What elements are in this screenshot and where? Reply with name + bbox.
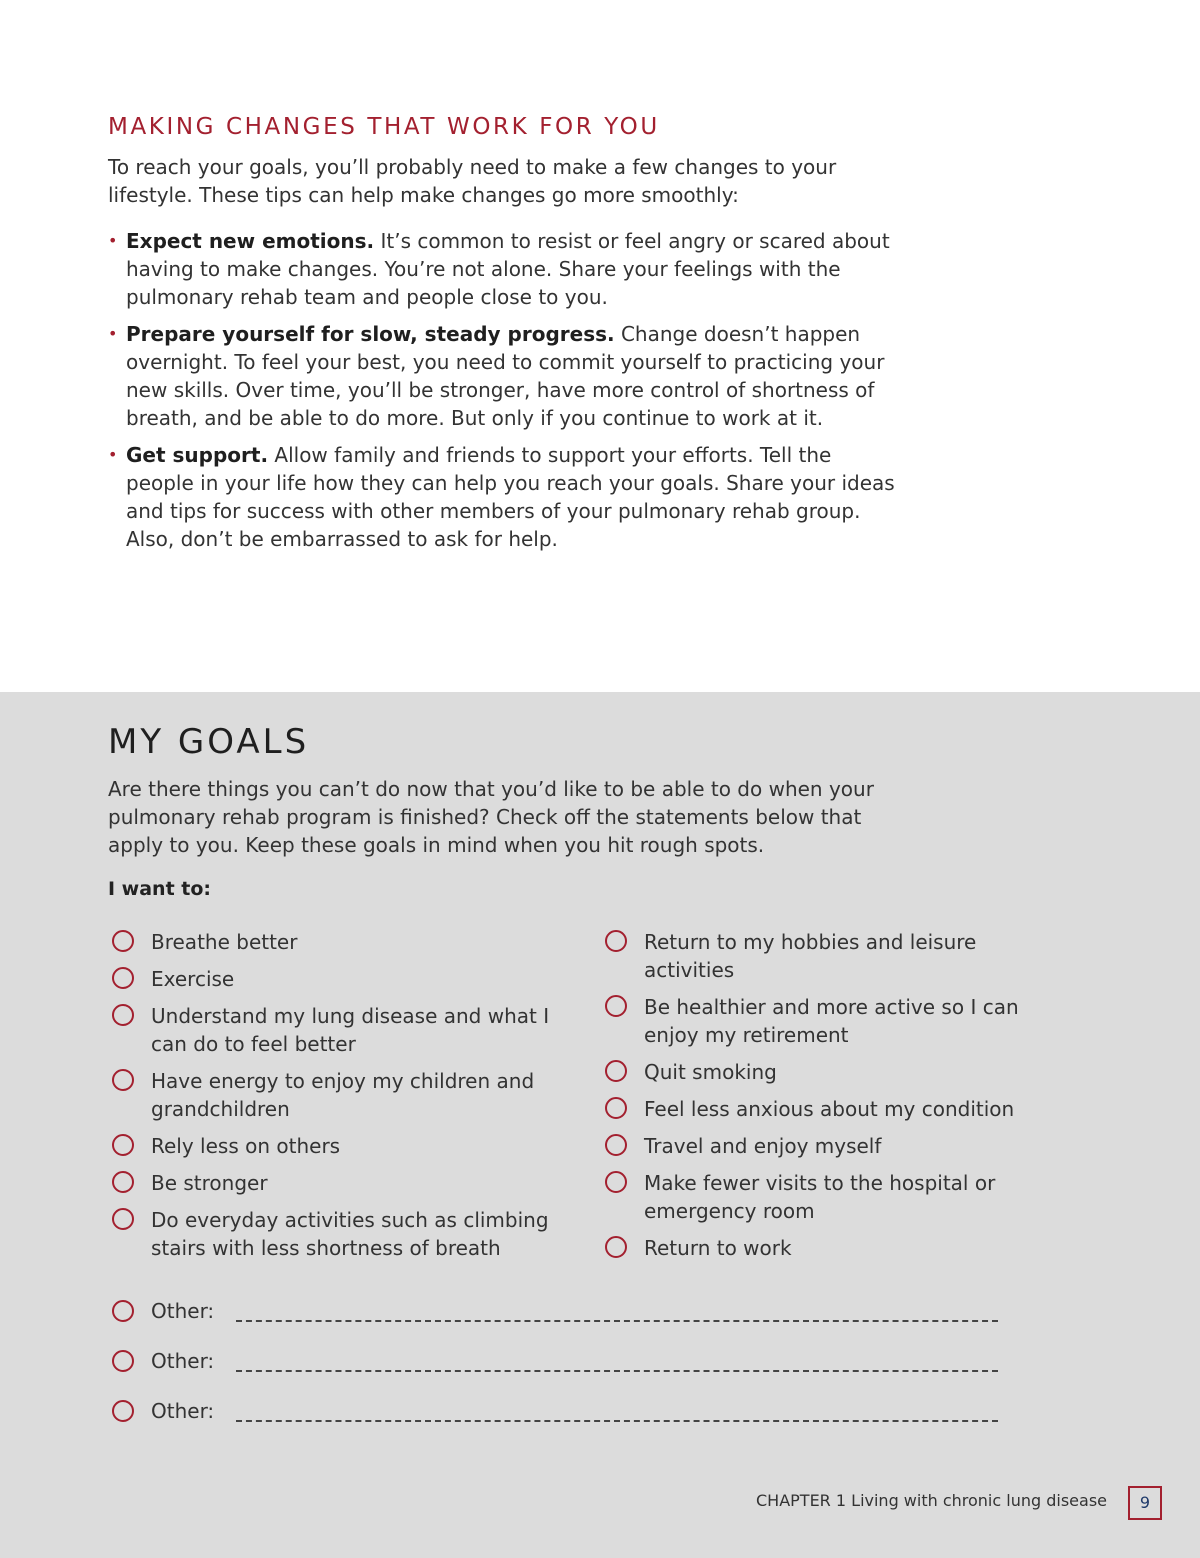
checkbox-circle[interactable] [605, 930, 627, 952]
tip-text: It’s common to resist or feel angry or scared about having to make changes. You’re not alone. Share your feelings with the pulmonary rehab team and people close to you. [126, 229, 890, 309]
section-heading: MAKING CHANGES THAT WORK FOR YOU [108, 114, 660, 140]
tips-list [108, 227, 898, 562]
goal-item [112, 928, 582, 956]
checkbox-circle[interactable] [112, 1134, 134, 1156]
checkbox-circle[interactable] [112, 967, 134, 989]
tip-text: Allow family and friends to support your efforts. Tell the people in your life how they can help you reach your goals. Share your ideas and tips for success with other members of your pulmonary rehab group. Also, don’t be embarrassed to ask for help. [126, 443, 895, 551]
goal-item [112, 1067, 582, 1123]
goal-label: Make fewer visits to the hospital or emergency room [644, 1171, 996, 1223]
checkbox-circle[interactable] [605, 995, 627, 1017]
tip-lead: Expect new emotions. [126, 229, 375, 253]
tip-item [108, 227, 898, 311]
tip-lead: Get support. [126, 443, 269, 467]
goals-panel [0, 692, 1200, 1558]
goal-label: Have energy to enjoy my children and grandchildren [151, 1069, 535, 1121]
goal-item [605, 1058, 1045, 1086]
goal-label: Return to my hobbies and leisure activities [644, 930, 977, 982]
checkbox-circle[interactable] [112, 1208, 134, 1230]
goal-label: Be healthier and more active so I can enjoy my retirement [644, 995, 1019, 1047]
other-write-line[interactable] [236, 1320, 998, 1322]
tip-lead: Prepare yourself for slow, steady progress. [126, 322, 615, 346]
page-number: 9 [1128, 1486, 1162, 1520]
goal-label: Rely less on others [151, 1134, 341, 1158]
checkbox-circle[interactable] [605, 1134, 627, 1156]
checkbox-circle[interactable] [605, 1060, 627, 1082]
goal-label: Quit smoking [644, 1060, 777, 1084]
goals-left-column [112, 928, 582, 1271]
goal-item [112, 1206, 582, 1262]
tip-text: Change doesn’t happen overnight. To feel your best, you need to commit yourself to practicing your new skills. Over time, you’ll be stronger, have more control of shortness of breath, and be able to do more. But only if you continue to work at it. [126, 322, 885, 430]
goal-item [112, 1169, 582, 1197]
checkbox-circle[interactable] [112, 1300, 134, 1322]
tips-section [0, 0, 1200, 692]
bullet-icon: • [108, 324, 118, 343]
goal-label: Do everyday activities such as climbing stairs with less shortness of breath [151, 1208, 549, 1260]
checkbox-circle[interactable] [112, 1171, 134, 1193]
other-label: Other: [151, 1349, 215, 1373]
chapter-footer: CHAPTER 1 Living with chronic lung disease [756, 1491, 1107, 1510]
tip-item [108, 441, 898, 553]
goals-title: MY GOALS [108, 722, 310, 762]
goal-item [112, 965, 582, 993]
goal-item [605, 1132, 1045, 1160]
goal-item [605, 1234, 1045, 1262]
goal-label: Return to work [644, 1236, 792, 1260]
goal-item [112, 1132, 582, 1160]
tips-intro: To reach your goals, you’ll probably need to make a few changes to your lifestyle. These tips can help make changes go more smoothly: [108, 155, 837, 207]
checkbox-circle[interactable] [112, 930, 134, 952]
goal-item [112, 1002, 582, 1058]
checkbox-circle[interactable] [112, 1069, 134, 1091]
goal-item [605, 928, 1045, 984]
bullet-icon: • [108, 231, 118, 250]
other-goal-row [112, 1347, 1012, 1377]
want-label: I want to: [108, 878, 212, 900]
goals-intro: Are there things you can’t do now that you’d like to be able to do when your pulmonary rehab program is finished? Check off the statements below that apply to you. Keep these goals in mind when you hit rough spots. [108, 777, 874, 857]
checkbox-circle[interactable] [605, 1171, 627, 1193]
goal-item [605, 1169, 1045, 1225]
checkbox-circle[interactable] [112, 1400, 134, 1422]
other-goal-row [112, 1397, 1012, 1427]
other-label: Other: [151, 1399, 215, 1423]
goal-label: Understand my lung disease and what I can do to feel better [151, 1004, 550, 1056]
goal-label: Feel less anxious about my condition [644, 1097, 1015, 1121]
other-goal-row [112, 1297, 1012, 1327]
goal-item [605, 1095, 1045, 1123]
tip-item [108, 320, 898, 432]
other-label: Other: [151, 1299, 215, 1323]
checkbox-circle[interactable] [605, 1236, 627, 1258]
checkbox-circle[interactable] [112, 1004, 134, 1026]
bullet-icon: • [108, 445, 118, 464]
goal-label: Travel and enjoy myself [644, 1134, 882, 1158]
goal-label: Breathe better [151, 930, 298, 954]
checkbox-circle[interactable] [112, 1350, 134, 1372]
other-write-line[interactable] [236, 1370, 998, 1372]
goal-label: Exercise [151, 967, 235, 991]
goal-item [605, 993, 1045, 1049]
goals-right-column [605, 928, 1045, 1271]
goal-label: Be stronger [151, 1171, 268, 1195]
other-write-line[interactable] [236, 1420, 998, 1422]
checkbox-circle[interactable] [605, 1097, 627, 1119]
